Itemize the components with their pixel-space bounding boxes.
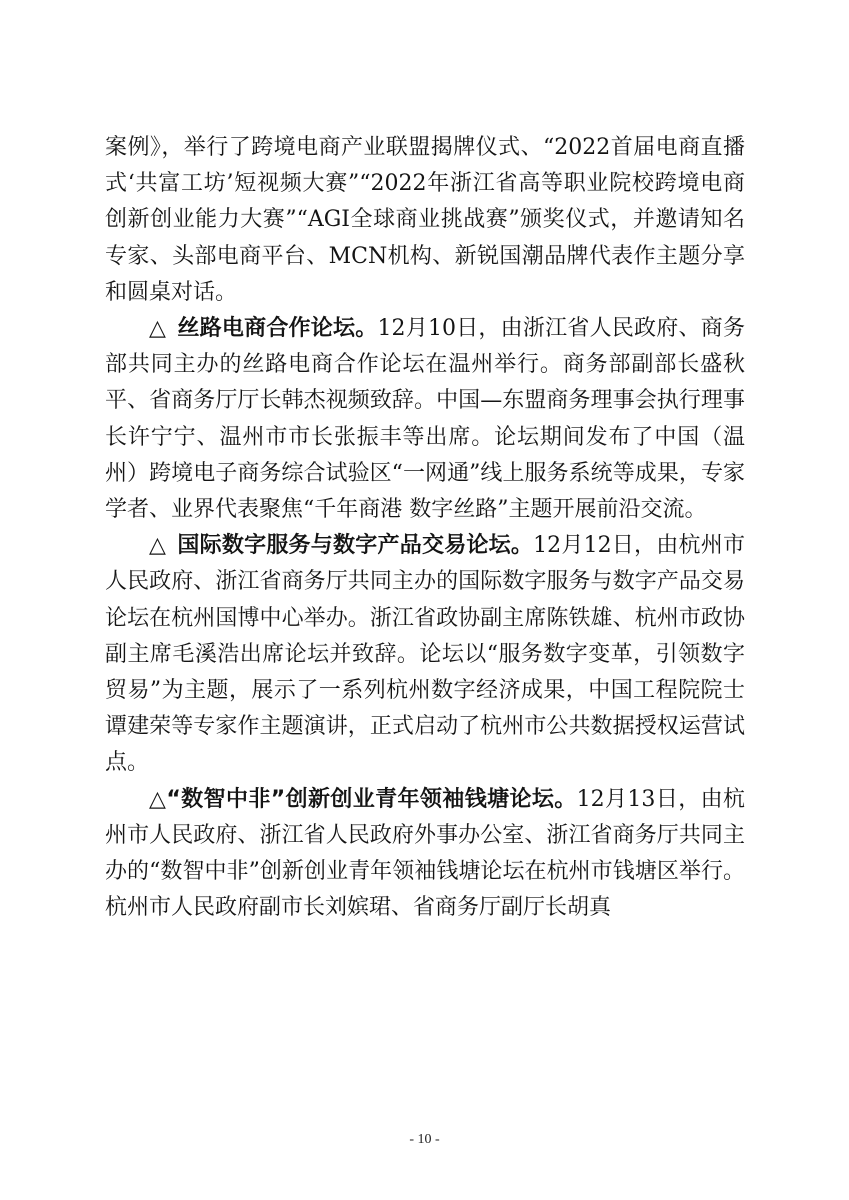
paragraph-silk-road-forum [105, 311, 745, 528]
paragraph-heading [166, 533, 533, 558]
heading-text: 国际数字服务与数字产品交易论坛。 [177, 533, 534, 559]
triangle-marker-icon: △ [149, 786, 167, 812]
document-body [105, 130, 745, 926]
paragraph-china-africa-forum [105, 782, 745, 927]
paragraph-heading [166, 316, 377, 341]
paragraph-text: 12月13日，由杭州市人民政府、浙江省人民政府外事办公室、浙江省商务厅共同主办的“数智中非”创新创业青年领袖钱塘论坛在杭州市钱塘区举行。杭州市人民政府副市长刘嫔珺、省商务厅副厅长胡真 [105, 786, 745, 921]
heading-text: 丝路电商合作论坛。 [177, 316, 378, 342]
triangle-marker-icon: △ [149, 316, 167, 342]
triangle-marker-icon: △ [149, 533, 167, 559]
heading-text: “数智中非”创新创业青年领袖钱塘论坛。 [166, 786, 577, 812]
page-number: - 10 - [409, 1132, 440, 1147]
paragraph-continuation [105, 130, 745, 311]
paragraph-heading [166, 787, 576, 812]
paragraph-text: 12月12日，由杭州市人民政府、浙江省商务厅共同主办的国际数字服务与数字产品交易论坛在杭州国博中心举办。浙江省政协副主席陈铁雄、杭州市政协副主席毛溪浩出席论坛并致辞。论坛以“服务数字变革，引领数字贸易”为主题，展示了一系列杭州数字经济成果，中国工程院院士谭建荣等专家作主题演讲，正式启动了杭州市公共数据授权运营试点。 [105, 533, 745, 776]
paragraph-text: 12月10日，由浙江省人民政府、商务部共同主办的丝路电商合作论坛在温州举行。商务部副部长盛秋平、省商务厅厅长韩杰视频致辞。中国—东盟商务理事会执行理事长许宁宁、温州市市长张振丰等出席。论坛期间发布了中国（温州）跨境电子商务综合试验区“一网通”线上服务系统等成果，专家学者、业界代表聚焦“千年商港 数字丝路”主题开展前沿交流。 [105, 316, 745, 523]
paragraph-text: 案例》，举行了跨境电商产业联盟揭牌仪式、“2022首届电商直播式‘共富工坊’短视频大赛”“2022年浙江省高等职业院校跨境电商创新创业能力大赛”“AGI全球商业挑战赛”颁奖仪式，并邀请知名专家、头部电商平台、MCN机构、新锐国潮品牌代表作主题分享和圆桌对话。 [105, 135, 745, 305]
paragraph-digital-services-forum [105, 528, 745, 781]
